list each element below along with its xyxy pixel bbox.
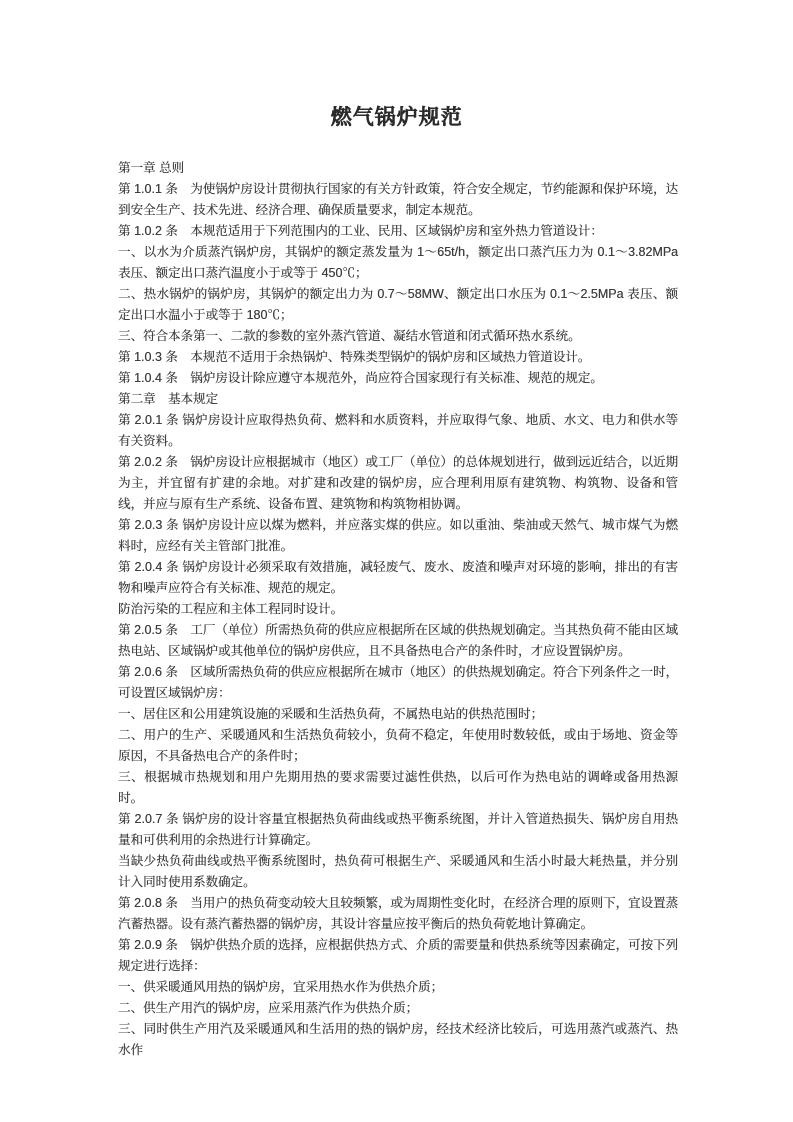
paragraph: 防治污染的工程应和主体工程同时设计。	[118, 602, 344, 616]
paragraph: 一、供采暖通风用热的锅炉房，宜采用热水作为供热介质；	[118, 980, 444, 994]
document-body	[118, 158, 678, 1061]
paragraph: 第 2.0.7 条 锅炉房的设计容量宜根据热负荷曲线或热平衡系统图，并计入管道热损失、锅炉房自用热量和可供利用的余热进行计算确定。	[118, 812, 678, 847]
paragraph: 一、居住区和公用建筑设施的采暖和生活热负荷，不属热电站的供热范围时；	[118, 707, 544, 721]
paragraph: 第二章 基本规定	[118, 392, 219, 406]
paragraph: 二、供生产用汽的锅炉房，应采用蒸汽作为供热介质；	[118, 1001, 419, 1015]
paragraph: 第 2.0.5 条 工厂（单位）所需热负荷的供应应根据所在区域的供热规划确定。当其热负荷不能由区域热电站、区域锅炉或其他单位的锅炉房供应，且不具备热电合产的条件时，才应设置锅炉房。	[118, 623, 678, 658]
document-title: 燃气锅炉规范	[330, 106, 463, 129]
paragraph: 第 2.0.4 条 锅炉房设计必须采取有效措施，减轻废气、废水、废渣和噪声对环境的影响，排出的有害物和噪声应符合有关标准、规范的规定。	[118, 560, 678, 595]
paragraph: 第 2.0.9 条 锅炉供热介质的选择，应根据供热方式、介质的需要量和供热系统等因素确定，可按下列规定进行选择：	[118, 938, 678, 973]
paragraph: 第 2.0.6 条 区域所需热负荷的供应应根据所在城市（地区）的供热规划确定。符合下列条件之一时，可设置区域锅炉房：	[118, 665, 678, 700]
paragraph: 第 2.0.8 条 当用户的热负荷变动较大且较频繁，或为周期性变化时，在经济合理的原则下，宜设置蒸汽蓄热器。设有蒸汽蓄热器的锅炉房，其设计容量应按平衡后的热负荷乾地计算确定。	[118, 896, 678, 931]
paragraph: 第 1.0.3 条 本规范不适用于余热锅炉、特殊类型锅炉的锅炉房和区域热力管道设计。	[118, 350, 591, 364]
paragraph: 三、符合本条第一、二款的参数的室外蒸汽管道、凝结水管道和闭式循环热水系统。	[118, 329, 581, 343]
paragraph: 二、用户的生产、采暖通风和生活热负荷较小，负荷不稳定，年使用时数较低，或由于场地、资金等原因，不具备热电合产的条件时；	[118, 728, 678, 763]
paragraph: 二、热水锅炉的锅炉房，其锅炉的额定出力为 0.7～58MW、额定出口水压为 0.1～2.5MPa 表压、额定出口水温小于或等于 180℃；	[118, 287, 678, 322]
paragraph: 三、同时供生产用汽及采暖通风和生活用的热的锅炉房，经技术经济比较后，可选用蒸汽或蒸汽、热水作	[118, 1022, 678, 1057]
paragraph: 第 1.0.2 条 本规范适用于下列范围内的工业、民用、区域锅炉房和室外热力管道设计：	[118, 224, 603, 238]
paragraph: 当缺少热负荷曲线或热平衡系统图时，热负荷可根据生产、采暖通风和生活小时最大耗热量，并分别计入同时使用系数确定。	[118, 854, 678, 889]
paragraph: 第 2.0.3 条 锅炉房设计应以煤为燃料，并应落实煤的供应。如以重油、柴油或天然气、城市煤气为燃料时，应经有关主管部门批准。	[118, 518, 678, 553]
paragraph: 第 1.0.1 条 为使锅炉房设计贯彻执行国家的有关方针政策，符合安全规定，节约能源和保护环境，达到安全生产、技术先进、经济合理、确保质量要求，制定本规范。	[118, 182, 678, 217]
paragraph: 第一章 总则	[118, 161, 184, 175]
paragraph: 第 1.0.4 条 锅炉房设计除应遵守本规范外，尚应符合国家现行有关标准、规范的规定。	[118, 371, 603, 385]
paragraph: 第 2.0.1 条 锅炉房设计应取得热负荷、燃料和水质资料，并应取得气象、地质、水文、电力和供水等有关资料。	[118, 413, 678, 448]
paragraph: 一、以水为介质蒸汽锅炉房，其锅炉的额定蒸发量为 1～65t/h，额定出口蒸汽压力为 0.1～3.82MPa 表压、额定出口蒸汽温度小于或等于 450℃；	[118, 245, 678, 280]
paragraph: 第 2.0.2 条 锅炉房设计应根据城市（地区）或工厂（单位）的总体规划进行，做到远近结合，以近期为主，并宜留有扩建的余地。对扩建和改建的锅炉房，应合理利用原有建筑物、构筑物、设备和管线，并应与原有生产系统、设备布置、建筑物和构筑物相协调。	[118, 455, 678, 511]
paragraph: 三、根据城市热规划和用户先期用热的要求需要过滤性供热，以后可作为热电站的调峰或备用热源时。	[118, 770, 678, 805]
